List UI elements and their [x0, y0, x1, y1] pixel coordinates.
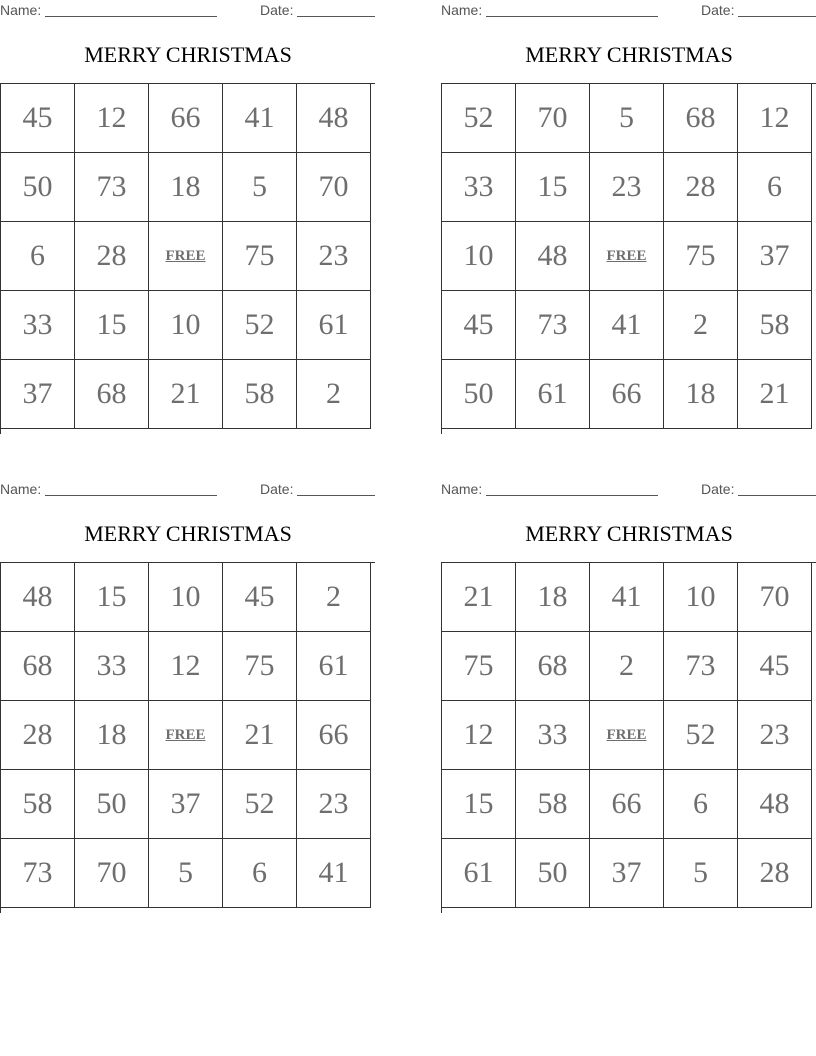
bingo-cell: 73 [664, 632, 738, 701]
card-title: MERRY CHRISTMAS [525, 42, 733, 67]
free-space: FREE [590, 701, 664, 770]
bingo-cell: 28 [738, 839, 812, 908]
date-field[interactable] [738, 16, 816, 17]
bingo-cell: 37 [738, 222, 812, 291]
bingo-cell: 50 [1, 153, 75, 222]
bingo-grid [0, 562, 375, 913]
bingo-grid [441, 83, 816, 434]
bingo-cell: 33 [442, 153, 516, 222]
card-title: MERRY CHRISTMAS [525, 521, 733, 546]
bingo-cell: 41 [297, 839, 371, 908]
bingo-cell: 58 [1, 770, 75, 839]
bingo-cell: 6 [223, 839, 297, 908]
bingo-cell: 18 [664, 360, 738, 429]
bingo-cell: 68 [1, 632, 75, 701]
bingo-cell: 48 [738, 770, 812, 839]
bingo-cell: 12 [149, 632, 223, 701]
bingo-cell: 52 [442, 84, 516, 153]
bingo-cell: 75 [442, 632, 516, 701]
bingo-cell: 66 [590, 770, 664, 839]
bingo-cell: 33 [75, 632, 149, 701]
date-label: Date: [701, 2, 735, 18]
bingo-cell: 15 [75, 563, 149, 632]
bingo-cell: 12 [738, 84, 812, 153]
name-field[interactable] [45, 495, 217, 496]
bingo-cell: 45 [442, 291, 516, 360]
bingo-cell: 41 [223, 84, 297, 153]
date-field[interactable] [297, 495, 375, 496]
bingo-cell: 41 [590, 291, 664, 360]
bingo-cell: 2 [590, 632, 664, 701]
bingo-cell: 5 [149, 839, 223, 908]
bingo-cell: 61 [297, 632, 371, 701]
name-date-row [441, 479, 816, 499]
bingo-cell: 21 [149, 360, 223, 429]
bingo-cell: 68 [516, 632, 590, 701]
bingo-cell: 28 [1, 701, 75, 770]
bingo-grid [0, 83, 375, 434]
bingo-cell: 75 [223, 632, 297, 701]
bingo-cell: 15 [75, 291, 149, 360]
bingo-cell: 68 [664, 84, 738, 153]
bingo-cell: 18 [516, 563, 590, 632]
bingo-cell: 37 [590, 839, 664, 908]
bingo-cell: 61 [516, 360, 590, 429]
date-label: Date: [260, 2, 294, 18]
bingo-cell: 75 [223, 222, 297, 291]
bingo-cell: 70 [297, 153, 371, 222]
free-space: FREE [149, 222, 223, 291]
bingo-cell: 23 [738, 701, 812, 770]
bingo-cell: 37 [149, 770, 223, 839]
bingo-cell: 73 [516, 291, 590, 360]
bingo-cell: 23 [590, 153, 664, 222]
date-field[interactable] [297, 16, 375, 17]
bingo-cell: 52 [223, 770, 297, 839]
bingo-cell: 18 [75, 701, 149, 770]
free-space: FREE [590, 222, 664, 291]
bingo-cell: 2 [664, 291, 738, 360]
bingo-cell: 21 [442, 563, 516, 632]
bingo-cell: 52 [664, 701, 738, 770]
bingo-cell: 48 [1, 563, 75, 632]
bingo-cell: 15 [516, 153, 590, 222]
bingo-cell: 18 [149, 153, 223, 222]
bingo-cell: 73 [75, 153, 149, 222]
card-title: MERRY CHRISTMAS [84, 521, 292, 546]
bingo-cell: 5 [590, 84, 664, 153]
bingo-cell: 21 [738, 360, 812, 429]
bingo-cell: 33 [516, 701, 590, 770]
bingo-cell: 66 [297, 701, 371, 770]
free-space: FREE [149, 701, 223, 770]
bingo-cell: 73 [1, 839, 75, 908]
bingo-cell: 21 [223, 701, 297, 770]
name-date-row [0, 0, 376, 20]
bingo-grid [441, 562, 816, 913]
bingo-cell: 66 [590, 360, 664, 429]
bingo-cell: 28 [75, 222, 149, 291]
bingo-cell: 10 [664, 563, 738, 632]
bingo-cell: 48 [516, 222, 590, 291]
bingo-cell: 45 [1, 84, 75, 153]
bingo-cell: 28 [664, 153, 738, 222]
bingo-cell: 66 [149, 84, 223, 153]
bingo-cell: 2 [297, 360, 371, 429]
bingo-cell: 68 [75, 360, 149, 429]
name-date-row [0, 479, 376, 499]
bingo-cell: 50 [516, 839, 590, 908]
date-field[interactable] [738, 495, 816, 496]
bingo-cell: 10 [149, 291, 223, 360]
bingo-cell: 48 [297, 84, 371, 153]
bingo-cell: 2 [297, 563, 371, 632]
name-label: Name: [0, 2, 42, 18]
bingo-cell: 50 [75, 770, 149, 839]
name-field[interactable] [486, 16, 658, 17]
bingo-cell: 10 [149, 563, 223, 632]
bingo-cell: 23 [297, 770, 371, 839]
bingo-cell: 5 [664, 839, 738, 908]
bingo-cell: 12 [75, 84, 149, 153]
bingo-cell: 70 [738, 563, 812, 632]
bingo-cell: 6 [1, 222, 75, 291]
bingo-cell: 5 [223, 153, 297, 222]
bingo-cell: 50 [442, 360, 516, 429]
date-label: Date: [701, 481, 735, 497]
bingo-cell: 58 [223, 360, 297, 429]
bingo-cell: 23 [297, 222, 371, 291]
bingo-cell: 52 [223, 291, 297, 360]
bingo-cell: 15 [442, 770, 516, 839]
bingo-cell: 70 [516, 84, 590, 153]
bingo-cell: 33 [1, 291, 75, 360]
bingo-cell: 6 [664, 770, 738, 839]
bingo-cell: 37 [1, 360, 75, 429]
bingo-cell: 58 [516, 770, 590, 839]
name-label: Name: [441, 481, 483, 497]
bingo-cell: 45 [223, 563, 297, 632]
bingo-cell: 58 [738, 291, 812, 360]
bingo-cell: 61 [442, 839, 516, 908]
name-date-row [441, 0, 816, 20]
name-label: Name: [0, 481, 42, 497]
bingo-cell: 12 [442, 701, 516, 770]
card-title: MERRY CHRISTMAS [84, 42, 292, 67]
name-field[interactable] [486, 495, 658, 496]
name-field[interactable] [45, 16, 217, 17]
bingo-cell: 61 [297, 291, 371, 360]
bingo-cell: 70 [75, 839, 149, 908]
bingo-cell: 6 [738, 153, 812, 222]
bingo-cell: 41 [590, 563, 664, 632]
date-label: Date: [260, 481, 294, 497]
bingo-cell: 10 [442, 222, 516, 291]
bingo-cell: 45 [738, 632, 812, 701]
bingo-cell: 75 [664, 222, 738, 291]
name-label: Name: [441, 2, 483, 18]
